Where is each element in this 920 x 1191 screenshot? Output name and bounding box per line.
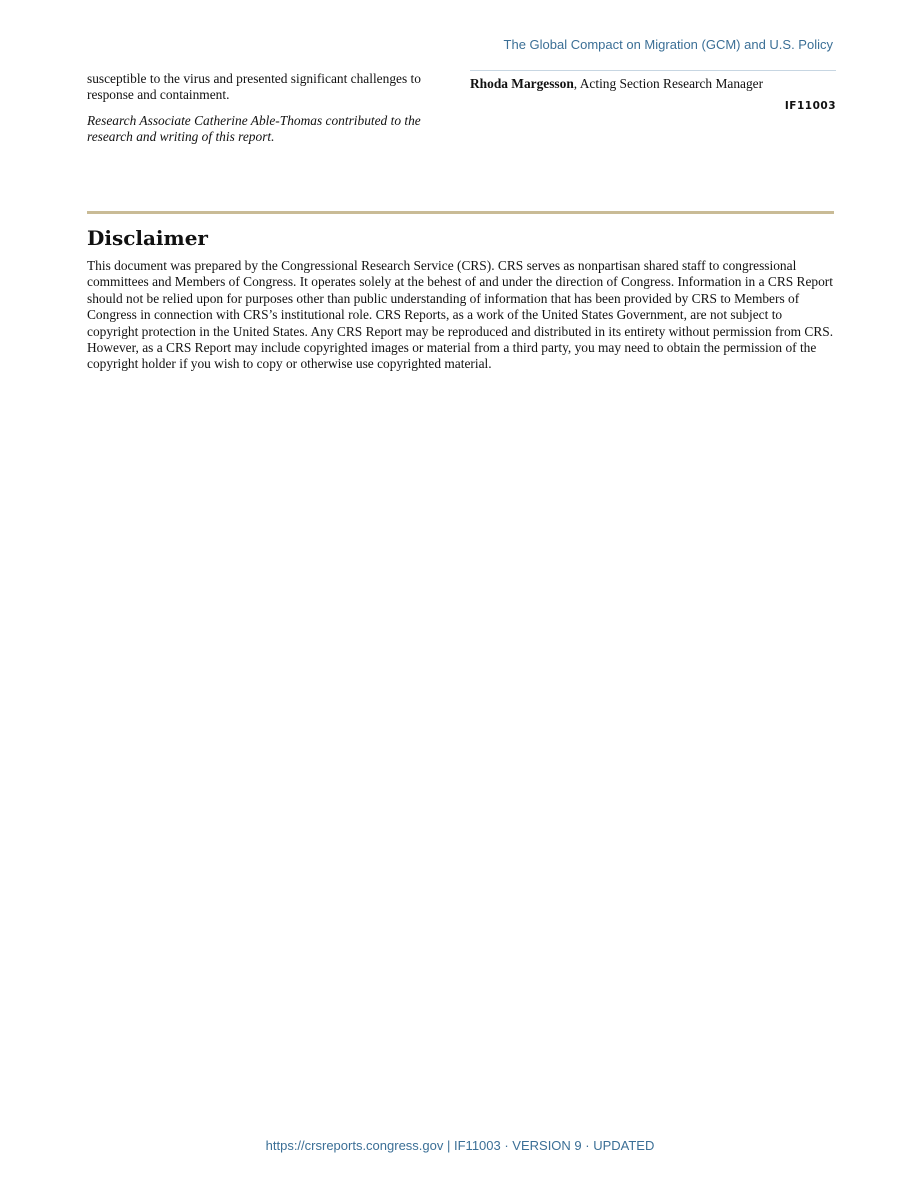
running-header-title: The Global Compact on Migration (GCM) and U.S. Policy bbox=[503, 37, 833, 52]
contributor-note: Research Associate Catherine Able-Thomas contributed to the research and writing of this report. bbox=[87, 112, 421, 145]
author-block bbox=[470, 70, 836, 114]
disclaimer-heading: Disclaimer bbox=[87, 226, 208, 250]
footer-report-info: IF11003 · VERSION 9 · UPDATED bbox=[454, 1138, 655, 1153]
page-footer bbox=[0, 1138, 920, 1153]
body-paragraph: susceptible to the virus and presented significant challenges to response and containment. bbox=[87, 71, 421, 103]
author-name: Rhoda Margesson bbox=[470, 76, 574, 91]
author-role: , Acting Section Research Manager bbox=[573, 76, 764, 91]
left-column bbox=[87, 71, 452, 155]
report-id: IF11003 bbox=[784, 100, 836, 112]
disclaimer-divider bbox=[87, 211, 834, 214]
author-line bbox=[470, 76, 836, 92]
crs-reports-link[interactable]: https://crsreports.congress.gov bbox=[265, 1138, 444, 1153]
disclaimer-text: This document was prepared by the Congressional Research Service (CRS). CRS serves as nonpartisan shared staff to congressional committees and Members of Congress. It operates solely at the behest of and under the direction of Congress. Information in a CRS Report should not be relied upon for purposes other than public understanding of information that has been provided by CRS to Members of Congress in connection with CRS’s institutional role. CRS Reports, as a work of the United States Government, are not subject to copyright protection in the United States. Any CRS Report may be reproduced and distributed in its entirety without permission from CRS. However, as a CRS Report may include copyrighted images or material from a third party, you may need to obtain the permission of the copyright holder if you wish to copy or otherwise use copyrighted material. bbox=[87, 258, 834, 372]
footer-separator: | bbox=[443, 1138, 454, 1153]
